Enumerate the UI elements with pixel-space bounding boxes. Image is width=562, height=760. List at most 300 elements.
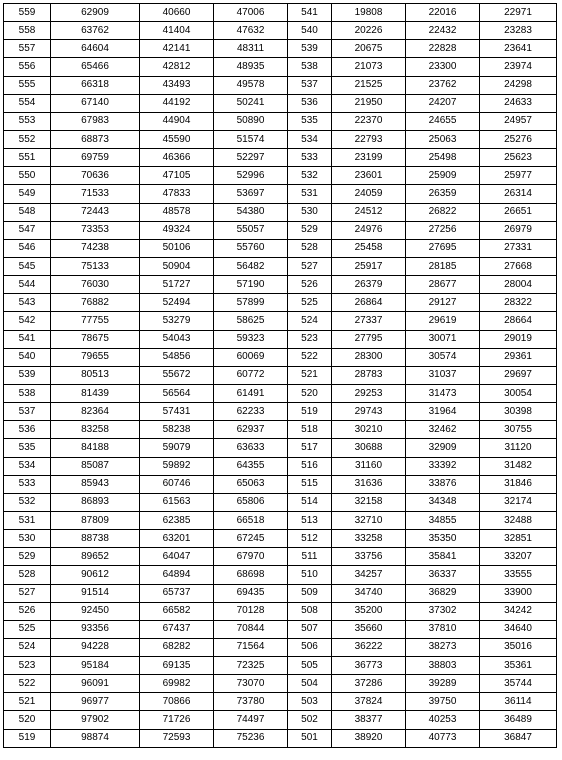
- table-cell: 522: [288, 348, 332, 366]
- table-cell: 39750: [406, 693, 480, 711]
- table-cell: 529: [4, 548, 51, 566]
- table-cell: 552: [4, 130, 51, 148]
- table-cell: 29361: [480, 348, 557, 366]
- table-row: [4, 475, 557, 493]
- table-cell: 31120: [480, 439, 557, 457]
- table-cell: 30054: [480, 384, 557, 402]
- table-cell: 30210: [332, 421, 406, 439]
- table-row: [4, 58, 557, 76]
- table-cell: 36337: [406, 566, 480, 584]
- table-cell: 81439: [51, 384, 140, 402]
- table-cell: 557: [4, 40, 51, 58]
- table-cell: 73353: [51, 221, 140, 239]
- table-cell: 534: [288, 130, 332, 148]
- table-cell: 70128: [214, 602, 288, 620]
- table-cell: 66518: [214, 511, 288, 529]
- table-cell: 39289: [406, 675, 480, 693]
- table-cell: 57899: [214, 294, 288, 312]
- table-cell: 32462: [406, 421, 480, 439]
- table-cell: 47632: [214, 22, 288, 40]
- table-cell: 25909: [406, 167, 480, 185]
- table-cell: 84188: [51, 439, 140, 457]
- table-cell: 61491: [214, 384, 288, 402]
- table-cell: 36847: [480, 729, 557, 747]
- table-cell: 64047: [140, 548, 214, 566]
- table-cell: 78675: [51, 330, 140, 348]
- table-cell: 24633: [480, 94, 557, 112]
- table-cell: 97902: [51, 711, 140, 729]
- table-cell: 74238: [51, 239, 140, 257]
- table-cell: 24298: [480, 76, 557, 94]
- table-cell: 40253: [406, 711, 480, 729]
- table-row: [4, 239, 557, 257]
- table-cell: 95184: [51, 657, 140, 675]
- table-cell: 22793: [332, 130, 406, 148]
- table-row: [4, 22, 557, 40]
- table-cell: 38920: [332, 729, 406, 747]
- table-cell: 40660: [140, 4, 214, 22]
- table-cell: 517: [288, 439, 332, 457]
- table-cell: 53279: [140, 312, 214, 330]
- table-cell: 72593: [140, 729, 214, 747]
- table-row: [4, 221, 557, 239]
- table-cell: 518: [288, 421, 332, 439]
- table-cell: 64604: [51, 40, 140, 58]
- table-cell: 33900: [480, 584, 557, 602]
- table-row: [4, 457, 557, 475]
- table-cell: 74497: [214, 711, 288, 729]
- table-cell: 508: [288, 602, 332, 620]
- table-cell: 555: [4, 76, 51, 94]
- table-cell: 92450: [51, 602, 140, 620]
- table-cell: 63762: [51, 22, 140, 40]
- table-row: [4, 76, 557, 94]
- table-cell: 34640: [480, 620, 557, 638]
- table-cell: 67437: [140, 620, 214, 638]
- table-cell: 34257: [332, 566, 406, 584]
- table-row: [4, 4, 557, 22]
- table-row: [4, 493, 557, 511]
- table-cell: 67140: [51, 94, 140, 112]
- table-cell: 26314: [480, 185, 557, 203]
- table-cell: 50904: [140, 257, 214, 275]
- table-cell: 22971: [480, 4, 557, 22]
- table-row: [4, 657, 557, 675]
- table-cell: 524: [4, 638, 51, 656]
- table-cell: 65063: [214, 475, 288, 493]
- table-cell: 62909: [51, 4, 140, 22]
- table-cell: 93356: [51, 620, 140, 638]
- table-cell: 71564: [214, 638, 288, 656]
- table-cell: 21073: [332, 58, 406, 76]
- table-cell: 25458: [332, 239, 406, 257]
- table-cell: 32909: [406, 439, 480, 457]
- table-cell: 98874: [51, 729, 140, 747]
- table-cell: 49578: [214, 76, 288, 94]
- table-cell: 65466: [51, 58, 140, 76]
- table-cell: 85087: [51, 457, 140, 475]
- table-cell: 541: [4, 330, 51, 348]
- table-cell: 523: [4, 657, 51, 675]
- table-cell: 535: [4, 439, 51, 457]
- table-cell: 96977: [51, 693, 140, 711]
- table-cell: 538: [288, 58, 332, 76]
- table-cell: 527: [4, 584, 51, 602]
- table-cell: 80513: [51, 366, 140, 384]
- table-cell: 524: [288, 312, 332, 330]
- table-cell: 60746: [140, 475, 214, 493]
- table-cell: 33392: [406, 457, 480, 475]
- table-body: [4, 4, 557, 748]
- table-cell: 76030: [51, 276, 140, 294]
- table-cell: 76882: [51, 294, 140, 312]
- table-cell: 47833: [140, 185, 214, 203]
- table-cell: 36489: [480, 711, 557, 729]
- table-cell: 22016: [406, 4, 480, 22]
- table-cell: 32851: [480, 530, 557, 548]
- table-cell: 20226: [332, 22, 406, 40]
- table-cell: 36773: [332, 657, 406, 675]
- table-cell: 37286: [332, 675, 406, 693]
- table-cell: 31482: [480, 457, 557, 475]
- table-cell: 34740: [332, 584, 406, 602]
- table-cell: 26379: [332, 276, 406, 294]
- table-cell: 33258: [332, 530, 406, 548]
- table-row: [4, 167, 557, 185]
- table-cell: 24512: [332, 203, 406, 221]
- table-cell: 66582: [140, 602, 214, 620]
- table-cell: 520: [4, 711, 51, 729]
- table-cell: 551: [4, 149, 51, 167]
- table-cell: 525: [288, 294, 332, 312]
- table-cell: 52494: [140, 294, 214, 312]
- table-cell: 42141: [140, 40, 214, 58]
- table-cell: 23762: [406, 76, 480, 94]
- table-cell: 35660: [332, 620, 406, 638]
- table-cell: 526: [288, 276, 332, 294]
- table-row: [4, 602, 557, 620]
- table-cell: 36222: [332, 638, 406, 656]
- table-cell: 70866: [140, 693, 214, 711]
- table-cell: 22432: [406, 22, 480, 40]
- table-cell: 90612: [51, 566, 140, 584]
- table-cell: 27256: [406, 221, 480, 239]
- table-cell: 31636: [332, 475, 406, 493]
- table-cell: 542: [4, 312, 51, 330]
- table-cell: 85943: [51, 475, 140, 493]
- table-cell: 25623: [480, 149, 557, 167]
- table-cell: 47105: [140, 167, 214, 185]
- table-cell: 65806: [214, 493, 288, 511]
- table-cell: 509: [288, 584, 332, 602]
- table-cell: 27337: [332, 312, 406, 330]
- table-row: [4, 403, 557, 421]
- table-cell: 87809: [51, 511, 140, 529]
- table-cell: 519: [4, 729, 51, 747]
- table-cell: 69759: [51, 149, 140, 167]
- table-row: [4, 693, 557, 711]
- table-row: [4, 40, 557, 58]
- table-cell: 48935: [214, 58, 288, 76]
- table-cell: 540: [288, 22, 332, 40]
- table-cell: 506: [288, 638, 332, 656]
- table-cell: 57431: [140, 403, 214, 421]
- table-cell: 23199: [332, 149, 406, 167]
- table-row: [4, 439, 557, 457]
- table-cell: 33207: [480, 548, 557, 566]
- table-cell: 45590: [140, 130, 214, 148]
- table-cell: 47006: [214, 4, 288, 22]
- table-cell: 539: [288, 40, 332, 58]
- table-cell: 30071: [406, 330, 480, 348]
- table-cell: 25063: [406, 130, 480, 148]
- table-cell: 52297: [214, 149, 288, 167]
- table-cell: 549: [4, 185, 51, 203]
- table-cell: 32174: [480, 493, 557, 511]
- table-cell: 556: [4, 58, 51, 76]
- table-cell: 67970: [214, 548, 288, 566]
- table-row: [4, 511, 557, 529]
- table-cell: 25276: [480, 130, 557, 148]
- table-cell: 32710: [332, 511, 406, 529]
- table-cell: 61563: [140, 493, 214, 511]
- table-cell: 29127: [406, 294, 480, 312]
- table-cell: 91514: [51, 584, 140, 602]
- table-cell: 57190: [214, 276, 288, 294]
- table-cell: 21950: [332, 94, 406, 112]
- table-cell: 54043: [140, 330, 214, 348]
- table-cell: 67983: [51, 112, 140, 130]
- table-cell: 522: [4, 675, 51, 693]
- table-cell: 31473: [406, 384, 480, 402]
- table-cell: 530: [4, 530, 51, 548]
- table-cell: 28783: [332, 366, 406, 384]
- table-cell: 520: [288, 384, 332, 402]
- table-cell: 554: [4, 94, 51, 112]
- table-cell: 29743: [332, 403, 406, 421]
- table-cell: 27668: [480, 257, 557, 275]
- table-cell: 28300: [332, 348, 406, 366]
- table-cell: 514: [288, 493, 332, 511]
- table-cell: 28322: [480, 294, 557, 312]
- table-cell: 68873: [51, 130, 140, 148]
- table-cell: 66318: [51, 76, 140, 94]
- table-row: [4, 366, 557, 384]
- table-cell: 523: [288, 330, 332, 348]
- table-cell: 26979: [480, 221, 557, 239]
- table-cell: 73070: [214, 675, 288, 693]
- table-cell: 553: [4, 112, 51, 130]
- table-cell: 28664: [480, 312, 557, 330]
- table-cell: 24059: [332, 185, 406, 203]
- table-row: [4, 348, 557, 366]
- table-cell: 70844: [214, 620, 288, 638]
- table-row: [4, 94, 557, 112]
- table-cell: 56564: [140, 384, 214, 402]
- table-row: [4, 421, 557, 439]
- table-cell: 58625: [214, 312, 288, 330]
- table-cell: 29253: [332, 384, 406, 402]
- table-row: [4, 638, 557, 656]
- table-cell: 36114: [480, 693, 557, 711]
- table-cell: 521: [288, 366, 332, 384]
- table-cell: 29697: [480, 366, 557, 384]
- table-cell: 23300: [406, 58, 480, 76]
- table-cell: 24207: [406, 94, 480, 112]
- table-cell: 34348: [406, 493, 480, 511]
- table-cell: 538: [4, 384, 51, 402]
- table-cell: 55672: [140, 366, 214, 384]
- table-cell: 94228: [51, 638, 140, 656]
- table-cell: 516: [288, 457, 332, 475]
- table-cell: 29019: [480, 330, 557, 348]
- table-cell: 26651: [480, 203, 557, 221]
- table-cell: 545: [4, 257, 51, 275]
- table-cell: 44192: [140, 94, 214, 112]
- table-cell: 26822: [406, 203, 480, 221]
- table-row: [4, 276, 557, 294]
- table-cell: 96091: [51, 675, 140, 693]
- table-cell: 543: [4, 294, 51, 312]
- table-cell: 527: [288, 257, 332, 275]
- table-cell: 32488: [480, 511, 557, 529]
- table-cell: 71533: [51, 185, 140, 203]
- table-cell: 32158: [332, 493, 406, 511]
- table-cell: 38273: [406, 638, 480, 656]
- table-row: [4, 384, 557, 402]
- table-cell: 46366: [140, 149, 214, 167]
- table-cell: 33555: [480, 566, 557, 584]
- table-row: [4, 566, 557, 584]
- table-cell: 533: [288, 149, 332, 167]
- table-cell: 25917: [332, 257, 406, 275]
- table-cell: 53697: [214, 185, 288, 203]
- table-cell: 65737: [140, 584, 214, 602]
- table-row: [4, 312, 557, 330]
- table-cell: 69435: [214, 584, 288, 602]
- table-cell: 31160: [332, 457, 406, 475]
- table-cell: 501: [288, 729, 332, 747]
- table-cell: 58238: [140, 421, 214, 439]
- table-cell: 521: [4, 693, 51, 711]
- table-row: [4, 130, 557, 148]
- table-cell: 558: [4, 22, 51, 40]
- table-cell: 52996: [214, 167, 288, 185]
- table-cell: 71726: [140, 711, 214, 729]
- table-cell: 23974: [480, 58, 557, 76]
- table-cell: 62233: [214, 403, 288, 421]
- table-cell: 48578: [140, 203, 214, 221]
- table-cell: 56482: [214, 257, 288, 275]
- table-cell: 41404: [140, 22, 214, 40]
- table-cell: 86893: [51, 493, 140, 511]
- table-cell: 30398: [480, 403, 557, 421]
- table-cell: 30574: [406, 348, 480, 366]
- table-cell: 513: [288, 511, 332, 529]
- table-cell: 25498: [406, 149, 480, 167]
- table-cell: 68282: [140, 638, 214, 656]
- table-cell: 28004: [480, 276, 557, 294]
- table-cell: 23283: [480, 22, 557, 40]
- table-cell: 69982: [140, 675, 214, 693]
- table-cell: 43493: [140, 76, 214, 94]
- table-cell: 531: [288, 185, 332, 203]
- table-cell: 72325: [214, 657, 288, 675]
- table-cell: 79655: [51, 348, 140, 366]
- table-row: [4, 330, 557, 348]
- table-row: [4, 620, 557, 638]
- table-cell: 35744: [480, 675, 557, 693]
- table-cell: 512: [288, 530, 332, 548]
- table-row: [4, 675, 557, 693]
- table-cell: 547: [4, 221, 51, 239]
- table-cell: 33756: [332, 548, 406, 566]
- table-cell: 515: [288, 475, 332, 493]
- table-cell: 62385: [140, 511, 214, 529]
- table-row: [4, 294, 557, 312]
- table-cell: 63633: [214, 439, 288, 457]
- table-cell: 51727: [140, 276, 214, 294]
- table-cell: 504: [288, 675, 332, 693]
- table-cell: 20675: [332, 40, 406, 58]
- table-cell: 51574: [214, 130, 288, 148]
- table-cell: 59079: [140, 439, 214, 457]
- table-cell: 77755: [51, 312, 140, 330]
- table-cell: 38377: [332, 711, 406, 729]
- table-cell: 23641: [480, 40, 557, 58]
- score-rank-table: [3, 3, 557, 748]
- table-row: [4, 112, 557, 130]
- table-row: [4, 149, 557, 167]
- table-cell: 35200: [332, 602, 406, 620]
- table-cell: 31037: [406, 366, 480, 384]
- table-row: [4, 584, 557, 602]
- table-cell: 548: [4, 203, 51, 221]
- table-row: [4, 257, 557, 275]
- table-cell: 50106: [140, 239, 214, 257]
- table-cell: 19808: [332, 4, 406, 22]
- table-cell: 531: [4, 511, 51, 529]
- table-cell: 24976: [332, 221, 406, 239]
- table-cell: 21525: [332, 76, 406, 94]
- table-cell: 536: [288, 94, 332, 112]
- table-cell: 536: [4, 421, 51, 439]
- table-cell: 26359: [406, 185, 480, 203]
- table-cell: 30688: [332, 439, 406, 457]
- table-row: [4, 548, 557, 566]
- table-cell: 505: [288, 657, 332, 675]
- table-cell: 34855: [406, 511, 480, 529]
- table-cell: 75133: [51, 257, 140, 275]
- table-cell: 532: [4, 493, 51, 511]
- table-cell: 27795: [332, 330, 406, 348]
- table-cell: 537: [288, 76, 332, 94]
- table-cell: 50890: [214, 112, 288, 130]
- table-cell: 35016: [480, 638, 557, 656]
- table-cell: 535: [288, 112, 332, 130]
- table-cell: 533: [4, 475, 51, 493]
- table-cell: 38803: [406, 657, 480, 675]
- table-cell: 34242: [480, 602, 557, 620]
- table-cell: 67245: [214, 530, 288, 548]
- table-cell: 68698: [214, 566, 288, 584]
- table-cell: 559: [4, 4, 51, 22]
- table-cell: 528: [288, 239, 332, 257]
- table-cell: 59892: [140, 457, 214, 475]
- table-cell: 70636: [51, 167, 140, 185]
- table-cell: 528: [4, 566, 51, 584]
- table-cell: 532: [288, 167, 332, 185]
